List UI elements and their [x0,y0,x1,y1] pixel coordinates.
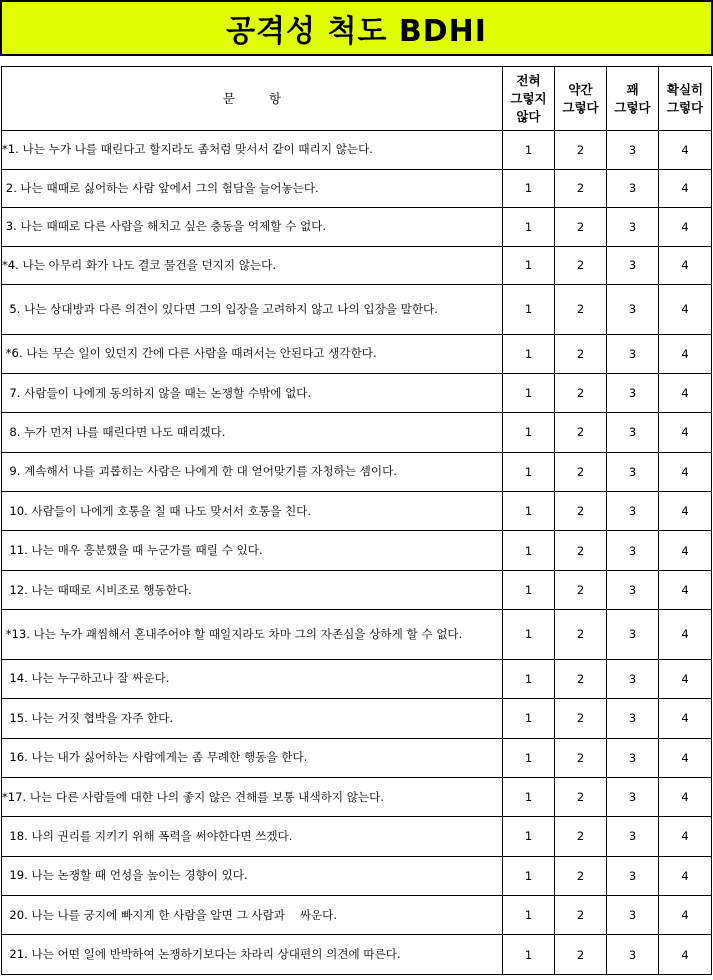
score-option-4[interactable]: 4 [659,935,712,974]
score-option-4[interactable]: 4 [659,492,712,531]
score-option-4[interactable]: 4 [659,896,712,935]
score-option-1[interactable]: 1 [503,817,555,856]
score-option-4[interactable]: 4 [659,208,712,247]
score-option-1[interactable]: 1 [503,169,555,208]
item-text: *13. 나는 누가 괘씸해서 혼내주어야 할 때일지라도 차마 그의 자존심을 상하게 할 수 없다. [2,610,503,660]
score-option-4[interactable]: 4 [659,570,712,609]
title-banner [0,0,713,56]
score-option-2[interactable]: 2 [555,610,607,660]
score-option-3[interactable]: 3 [607,935,659,974]
score-option-1[interactable]: 1 [503,610,555,660]
header-option-2: 약간 그렇다 [555,67,607,131]
table-row [2,856,712,895]
score-option-3[interactable]: 3 [607,817,659,856]
score-option-4[interactable]: 4 [659,531,712,570]
item-text: 10. 사람들이 나에게 호통을 칠 때 나도 맞서서 호통을 친다. [2,492,503,531]
score-option-3[interactable]: 3 [607,373,659,412]
header-option-3: 꽤 그렇다 [607,67,659,131]
score-option-4[interactable]: 4 [659,246,712,285]
item-text: 19. 나는 논쟁할 때 언성을 높이는 경향이 있다. [2,856,503,895]
score-option-1[interactable]: 1 [503,413,555,452]
score-option-4[interactable]: 4 [659,659,712,698]
score-option-2[interactable]: 2 [555,208,607,247]
score-option-1[interactable]: 1 [503,659,555,698]
score-option-2[interactable]: 2 [555,531,607,570]
table-row [2,570,712,609]
score-option-1[interactable]: 1 [503,492,555,531]
score-option-3[interactable]: 3 [607,285,659,335]
item-text: 14. 나는 누구하고나 잘 싸운다. [2,659,503,698]
score-option-3[interactable]: 3 [607,208,659,247]
score-option-1[interactable]: 1 [503,452,555,491]
table-row [2,896,712,935]
table-row [2,659,712,698]
item-text: 21. 나는 어떤 일에 반박하여 논쟁하기보다는 차라리 상대편의 의견에 따른다. [2,935,503,974]
score-option-4[interactable]: 4 [659,856,712,895]
table-row [2,334,712,373]
score-option-1[interactable]: 1 [503,777,555,816]
score-option-4[interactable]: 4 [659,817,712,856]
table-row [2,738,712,777]
table-row [2,373,712,412]
score-option-1[interactable]: 1 [503,131,555,170]
score-option-2[interactable]: 2 [555,334,607,373]
score-option-3[interactable]: 3 [607,131,659,170]
score-option-3[interactable]: 3 [607,492,659,531]
score-option-4[interactable]: 4 [659,413,712,452]
score-option-2[interactable]: 2 [555,413,607,452]
score-option-1[interactable]: 1 [503,856,555,895]
score-option-1[interactable]: 1 [503,699,555,738]
score-option-4[interactable]: 4 [659,131,712,170]
item-text: *4. 나는 아무리 화가 나도 결코 물건을 던지지 않는다. [2,246,503,285]
score-option-2[interactable]: 2 [555,452,607,491]
table-row [2,413,712,452]
item-text: 20. 나는 나를 궁지에 빠지게 한 사람을 알면 그 사람과 싸운다. [2,896,503,935]
score-option-4[interactable]: 4 [659,610,712,660]
score-option-2[interactable]: 2 [555,246,607,285]
table-row [2,246,712,285]
score-option-3[interactable]: 3 [607,413,659,452]
score-option-4[interactable]: 4 [659,285,712,335]
score-option-1[interactable]: 1 [503,208,555,247]
score-option-4[interactable]: 4 [659,738,712,777]
table-row [2,452,712,491]
item-text: *17. 나는 다른 사람들에 대한 나의 좋지 않은 견해를 보통 내색하지 않는다. [2,777,503,816]
score-option-2[interactable]: 2 [555,169,607,208]
item-text: 2. 나는 때때로 싫어하는 사람 앞에서 그의 험담을 늘어놓는다. [2,169,503,208]
table-row [2,169,712,208]
score-option-2[interactable]: 2 [555,896,607,935]
header-option-4: 확실히 그렇다 [659,67,712,131]
score-option-2[interactable]: 2 [555,738,607,777]
header-option-1: 전혀 그렇지 않다 [503,67,555,131]
header-row [2,67,712,131]
score-option-3[interactable]: 3 [607,169,659,208]
page-title: 공격성 척도 BDHI [226,14,487,49]
item-text: 9. 계속해서 나를 괴롭히는 사람은 나에게 한 대 얻어맞기를 자청하는 셈이다. [2,452,503,491]
score-option-1[interactable]: 1 [503,246,555,285]
score-option-3[interactable]: 3 [607,610,659,660]
item-text: 7. 사람들이 나에게 동의하지 않을 때는 논쟁할 수밖에 없다. [2,373,503,412]
score-option-3[interactable]: 3 [607,777,659,816]
score-option-3[interactable]: 3 [607,896,659,935]
table-row [2,531,712,570]
score-option-2[interactable]: 2 [555,570,607,609]
score-option-1[interactable]: 1 [503,896,555,935]
score-option-2[interactable]: 2 [555,935,607,974]
score-option-2[interactable]: 2 [555,131,607,170]
score-option-4[interactable]: 4 [659,699,712,738]
score-option-2[interactable]: 2 [555,699,607,738]
score-option-1[interactable]: 1 [503,373,555,412]
table-row [2,492,712,531]
table-row [2,777,712,816]
score-option-2[interactable]: 2 [555,659,607,698]
item-text: 8. 누가 먼저 나를 때린다면 나도 때리겠다. [2,413,503,452]
score-option-1[interactable]: 1 [503,738,555,777]
item-text: 5. 나는 상대방과 다른 의견이 있다면 그의 입장을 고려하지 않고 나의 입장을 말한다. [2,285,503,335]
score-option-3[interactable]: 3 [607,246,659,285]
item-text: 12. 나는 때때로 시비조로 행동한다. [2,570,503,609]
item-text: 16. 나는 내가 싫어하는 사람에게는 좀 무례한 행동을 한다. [2,738,503,777]
item-text: 3. 나는 때때로 다른 사람을 해치고 싶은 충동을 억제할 수 없다. [2,208,503,247]
score-option-2[interactable]: 2 [555,373,607,412]
score-option-2[interactable]: 2 [555,856,607,895]
table-row [2,935,712,974]
header-item: 문 항 [2,67,503,131]
item-text: *6. 나는 무슨 일이 있던지 간에 다른 사람을 때려서는 안된다고 생각한다. [2,334,503,373]
score-option-3[interactable]: 3 [607,659,659,698]
score-option-3[interactable]: 3 [607,699,659,738]
score-option-4[interactable]: 4 [659,777,712,816]
score-option-3[interactable]: 3 [607,334,659,373]
score-option-4[interactable]: 4 [659,373,712,412]
questionnaire-table [1,66,712,975]
score-option-1[interactable]: 1 [503,935,555,974]
table-row [2,131,712,170]
item-text: 11. 나는 매우 흥분했을 때 누군가를 때릴 수 있다. [2,531,503,570]
score-option-2[interactable]: 2 [555,492,607,531]
score-option-4[interactable]: 4 [659,452,712,491]
score-option-2[interactable]: 2 [555,777,607,816]
score-option-1[interactable]: 1 [503,285,555,335]
score-option-4[interactable]: 4 [659,169,712,208]
score-option-2[interactable]: 2 [555,285,607,335]
score-option-1[interactable]: 1 [503,531,555,570]
score-option-3[interactable]: 3 [607,531,659,570]
score-option-3[interactable]: 3 [607,570,659,609]
item-text: 15. 나는 거짓 협박을 자주 한다. [2,699,503,738]
item-text: 18. 나의 권리를 지키기 위해 폭력을 써야한다면 쓰겠다. [2,817,503,856]
table-row [2,699,712,738]
score-option-3[interactable]: 3 [607,738,659,777]
table-row [2,285,712,335]
item-text: *1. 나는 누가 나를 때린다고 할지라도 좀처럼 맞서서 같이 때리지 않는다. [2,131,503,170]
score-option-1[interactable]: 1 [503,570,555,609]
score-option-1[interactable]: 1 [503,334,555,373]
table-row [2,208,712,247]
score-option-3[interactable]: 3 [607,856,659,895]
score-option-3[interactable]: 3 [607,452,659,491]
table-row [2,610,712,660]
table-row [2,817,712,856]
score-option-2[interactable]: 2 [555,817,607,856]
score-option-4[interactable]: 4 [659,334,712,373]
